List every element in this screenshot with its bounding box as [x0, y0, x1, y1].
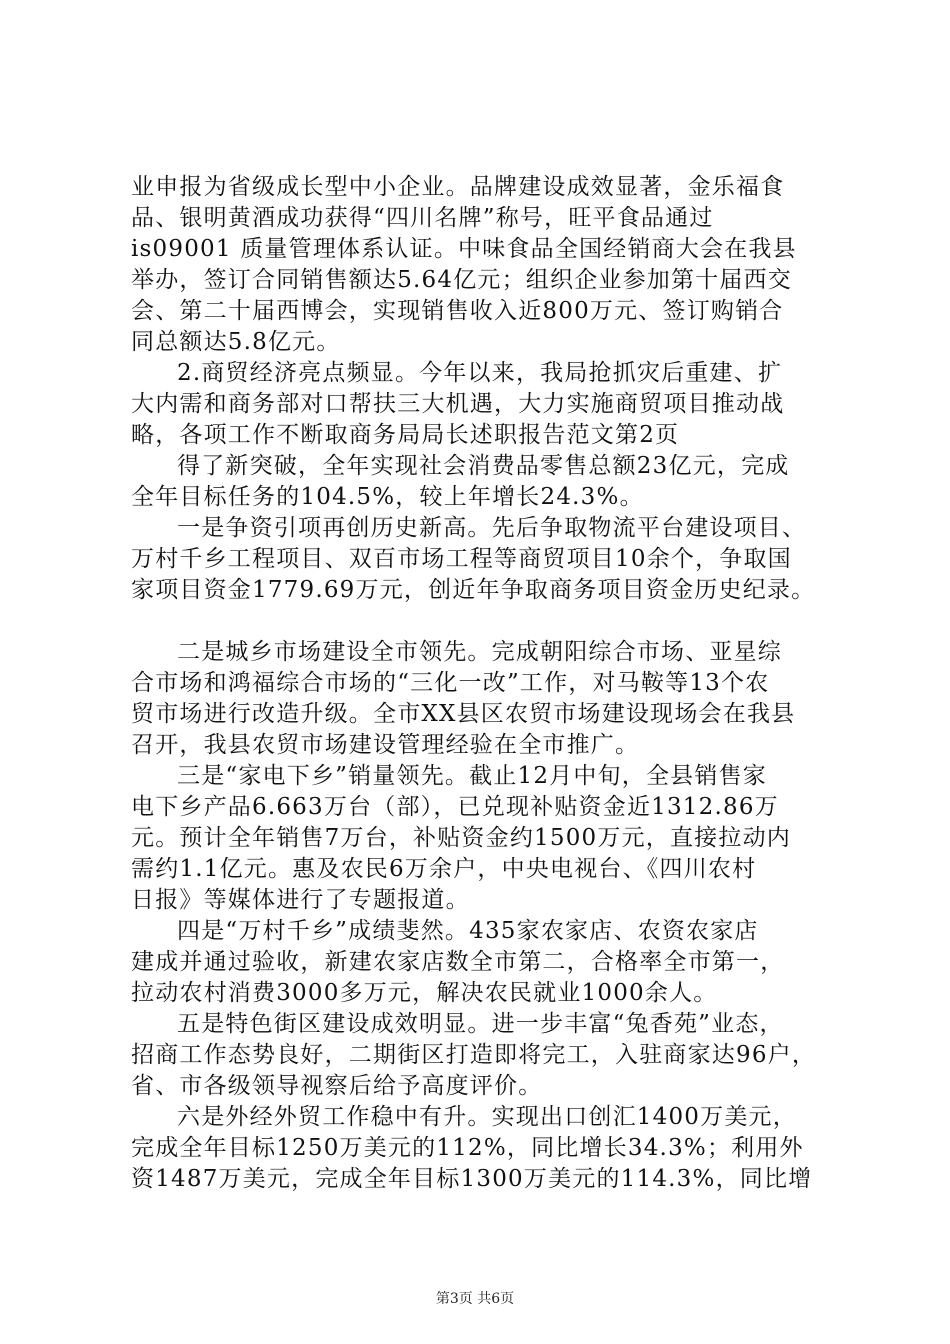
paragraph-start-line: 三是“家电下乡”销量领先。截止12月中旬，全县销售家 — [177, 763, 767, 789]
text-line: 大内需和商务部对口帮扶三大机遇，大力实施商贸项目推动战 — [131, 391, 785, 417]
text-line: 建成并通过验收，新建农家店数全市第二，合格率全市第一， — [131, 949, 785, 975]
text-line: 举办，签订合同销售额达5.64亿元；组织企业参加第十届西交 — [131, 267, 793, 293]
text-line: 品、银明黄酒成功获得“四川名牌”称号，旺平食品通过 — [131, 205, 714, 231]
page-number-footer: 第3页 共6页 — [435, 1291, 515, 1307]
paragraph-start-line: 得了新突破，全年实现社会消费品零售总额23亿元，完成 — [177, 453, 790, 479]
body-text — [131, 172, 831, 1195]
text-line: 省、市各级领导视察后给予高度评价。 — [131, 1073, 543, 1099]
paragraph-start-line: 一是争资引项再创历史新高。先后争取物流平台建设项目、 — [177, 515, 807, 541]
text-line: 贸市场进行改造升级。全市XX县区农贸市场建设现场会在我县 — [131, 701, 796, 727]
text-line: 完成全年目标1250万美元的112%，同比增长34.3%；利用外 — [131, 1135, 804, 1161]
text-line: 业申报为省级成长型中小企业。品牌建设成效显著，金乐福食 — [131, 174, 785, 200]
text-line: 会、第二十届西博会，实现销售收入近800万元、签订购销合 — [131, 298, 784, 324]
text-line: 元。预计全年销售7万台，补贴资金约1500万元，直接拉动内 — [131, 825, 791, 851]
text-line: 日报》等媒体进行了专题报道。 — [131, 887, 470, 913]
text-line: 略，各项工作不断取商务局局长述职报告范文第2页 — [131, 422, 680, 448]
text-line: 招商工作态势良好，二期街区打造即将完工，入驻商家达96户， — [131, 1042, 817, 1068]
text-line: 家项目资金1779.69万元，创近年争取商务项目资金历史纪录。 — [131, 577, 816, 603]
text-line: 同总额达5.8亿元。 — [131, 329, 341, 355]
text-line: 拉动农村消费3000多万元，解决农民就业1000余人。 — [131, 980, 718, 1006]
text-line: 全年目标任务的104.5%，较上年增长24.3%。 — [131, 484, 644, 510]
text-line: 电下乡产品6.663万台（部），已兑现补贴资金近1312.86万 — [131, 794, 779, 820]
paragraph-start-line: 二是城乡市场建设全市领先。完成朝阳综合市场、亚星综 — [177, 639, 782, 665]
paragraph-start-line: 六是外经外贸工作稳中有升。实现出口创汇1400万美元， — [177, 1104, 797, 1130]
paragraph-start-line: 五是特色街区建设成效明显。进一步丰富“兔香苑”业态， — [177, 1011, 784, 1037]
text-line: 召开，我县农贸市场建设管理经验在全市推广。 — [131, 732, 640, 758]
text-line: 合市场和鸿福综合市场的“三化一改”工作，对马鞍等13个农 — [131, 670, 770, 696]
paragraph-start-line: 四是“万村千乡”成绩斐然。435家农家店、农资农家店 — [177, 918, 759, 944]
text-line: 需约1.1亿元。惠及农民6万余户，中央电视台、《四川农村 — [131, 856, 757, 882]
paragraph-gap — [131, 606, 831, 637]
paragraph-start-line: 2.商贸经济亮点频显。今年以来，我局抢抓灾后重建、扩 — [177, 360, 783, 386]
text-line: is09001 质量管理体系认证。中味食品全国经销商大会在我县 — [131, 236, 797, 262]
text-line: 资1487万美元，完成全年目标1300万美元的114.3%，同比增 — [131, 1166, 813, 1192]
text-line: 万村千乡工程项目、双百市场工程等商贸项目10余个，争取国 — [131, 546, 792, 572]
